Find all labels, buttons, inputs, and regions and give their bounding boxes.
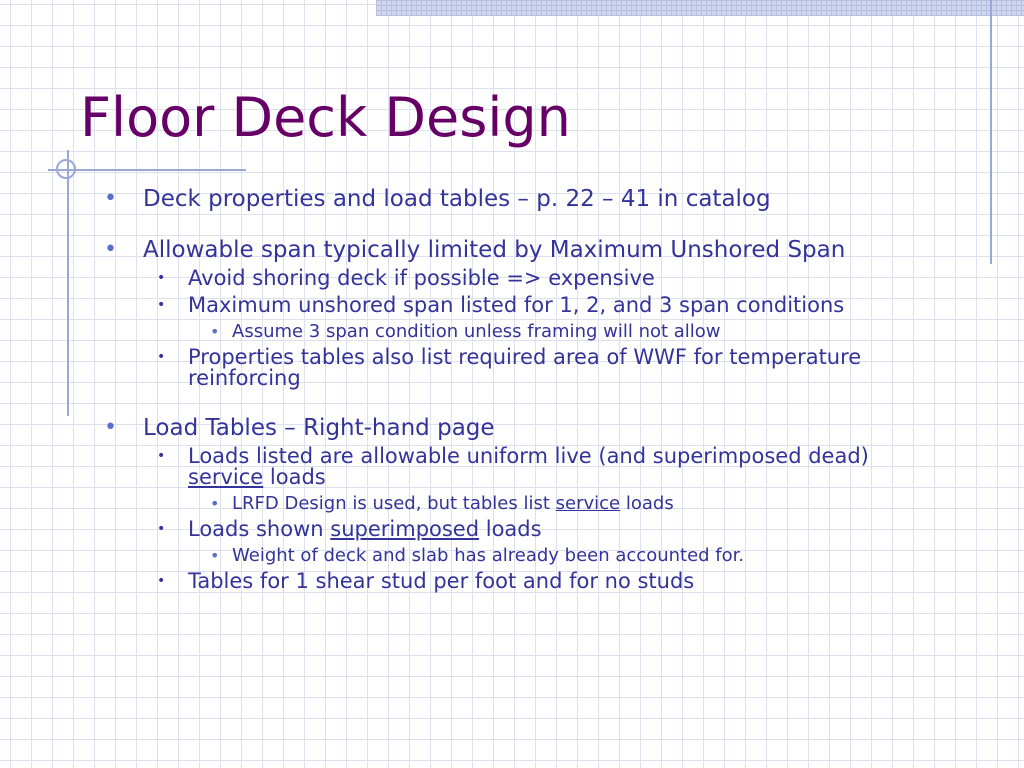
sub-sub-bullet-dot-icon: • bbox=[210, 322, 220, 341]
slide-title: Floor Deck Design bbox=[80, 86, 571, 149]
bullet-dot-icon: • bbox=[104, 237, 117, 262]
sub-sub-bullet-text: Weight of deck and slab has already been accounted for. bbox=[232, 545, 745, 566]
sub-bullet-avoid-shoring bbox=[0, 268, 1024, 289]
sub-bullet-dot-icon: • bbox=[157, 270, 166, 286]
bullet-allowable-span bbox=[0, 239, 1024, 262]
sub-bullet-underlined-term: superimposed bbox=[330, 517, 480, 541]
title-underline-rule bbox=[48, 169, 246, 171]
bullet-dot-icon: • bbox=[104, 415, 117, 440]
sub-bullet-text: Avoid shoring deck if possible => expensive bbox=[188, 266, 655, 290]
sub-bullet-text: Properties tables also list required area of WWF for temperature reinforcing bbox=[188, 345, 862, 390]
bullet-text: Load Tables – Right-hand page bbox=[143, 415, 495, 441]
sub-sub-bullet-assume-3-span bbox=[0, 323, 1024, 341]
sub-bullet-max-unshored-span bbox=[0, 295, 1024, 316]
sub-sub-bullet-text-after: loads bbox=[625, 493, 674, 514]
sub-bullet-dot-icon: • bbox=[157, 349, 166, 365]
sub-sub-bullet-lrfd-design bbox=[0, 495, 1024, 513]
sub-bullet-dot-icon: • bbox=[157, 521, 166, 537]
sub-bullet-text-before: Loads shown bbox=[188, 517, 324, 541]
sub-sub-bullet-dot-icon: • bbox=[210, 494, 220, 513]
sub-bullet-text: Tables for 1 shear stud per foot and for no studs bbox=[188, 569, 695, 593]
bullet-deck-properties bbox=[0, 188, 1024, 211]
sub-bullet-dot-icon: • bbox=[157, 573, 166, 589]
sub-bullet-text-after: loads bbox=[485, 517, 542, 541]
sub-bullet-loads-shown bbox=[0, 519, 1024, 540]
sub-bullet-properties-tables bbox=[0, 347, 1024, 389]
top-decorative-band bbox=[376, 0, 1024, 16]
sub-sub-bullet-underlined-term: service bbox=[555, 493, 621, 514]
sub-bullet-text: Maximum unshored span listed for 1, 2, and 3 span conditions bbox=[188, 293, 845, 317]
sub-sub-bullet-dot-icon: • bbox=[210, 546, 220, 565]
sub-sub-bullet-text-before: LRFD Design is used, but tables list bbox=[232, 493, 550, 514]
slide-content bbox=[0, 188, 1024, 592]
bullet-text: Deck properties and load tables – p. 22 – 41 in catalog bbox=[143, 186, 771, 212]
sub-bullet-dot-icon: • bbox=[157, 297, 166, 313]
sub-sub-bullet-text: Assume 3 span condition unless framing will not allow bbox=[232, 321, 721, 342]
sub-bullet-text-after: loads bbox=[269, 465, 326, 489]
sub-bullet-loads-listed bbox=[0, 446, 1024, 488]
sub-bullet-tables-shear-stud bbox=[0, 571, 1024, 592]
sub-bullet-underlined-term: service bbox=[188, 465, 264, 489]
sub-sub-bullet-weight-of-deck bbox=[0, 547, 1024, 565]
crosshair-circle-icon bbox=[56, 159, 76, 179]
bullet-dot-icon: • bbox=[104, 186, 117, 211]
bullet-load-tables bbox=[0, 417, 1024, 440]
bullet-text: Allowable span typically limited by Maximum Unshored Span bbox=[143, 237, 846, 263]
sub-bullet-dot-icon: • bbox=[157, 448, 166, 464]
sub-bullet-text-before: Loads listed are allowable uniform live (and superimposed dead) bbox=[188, 444, 869, 468]
